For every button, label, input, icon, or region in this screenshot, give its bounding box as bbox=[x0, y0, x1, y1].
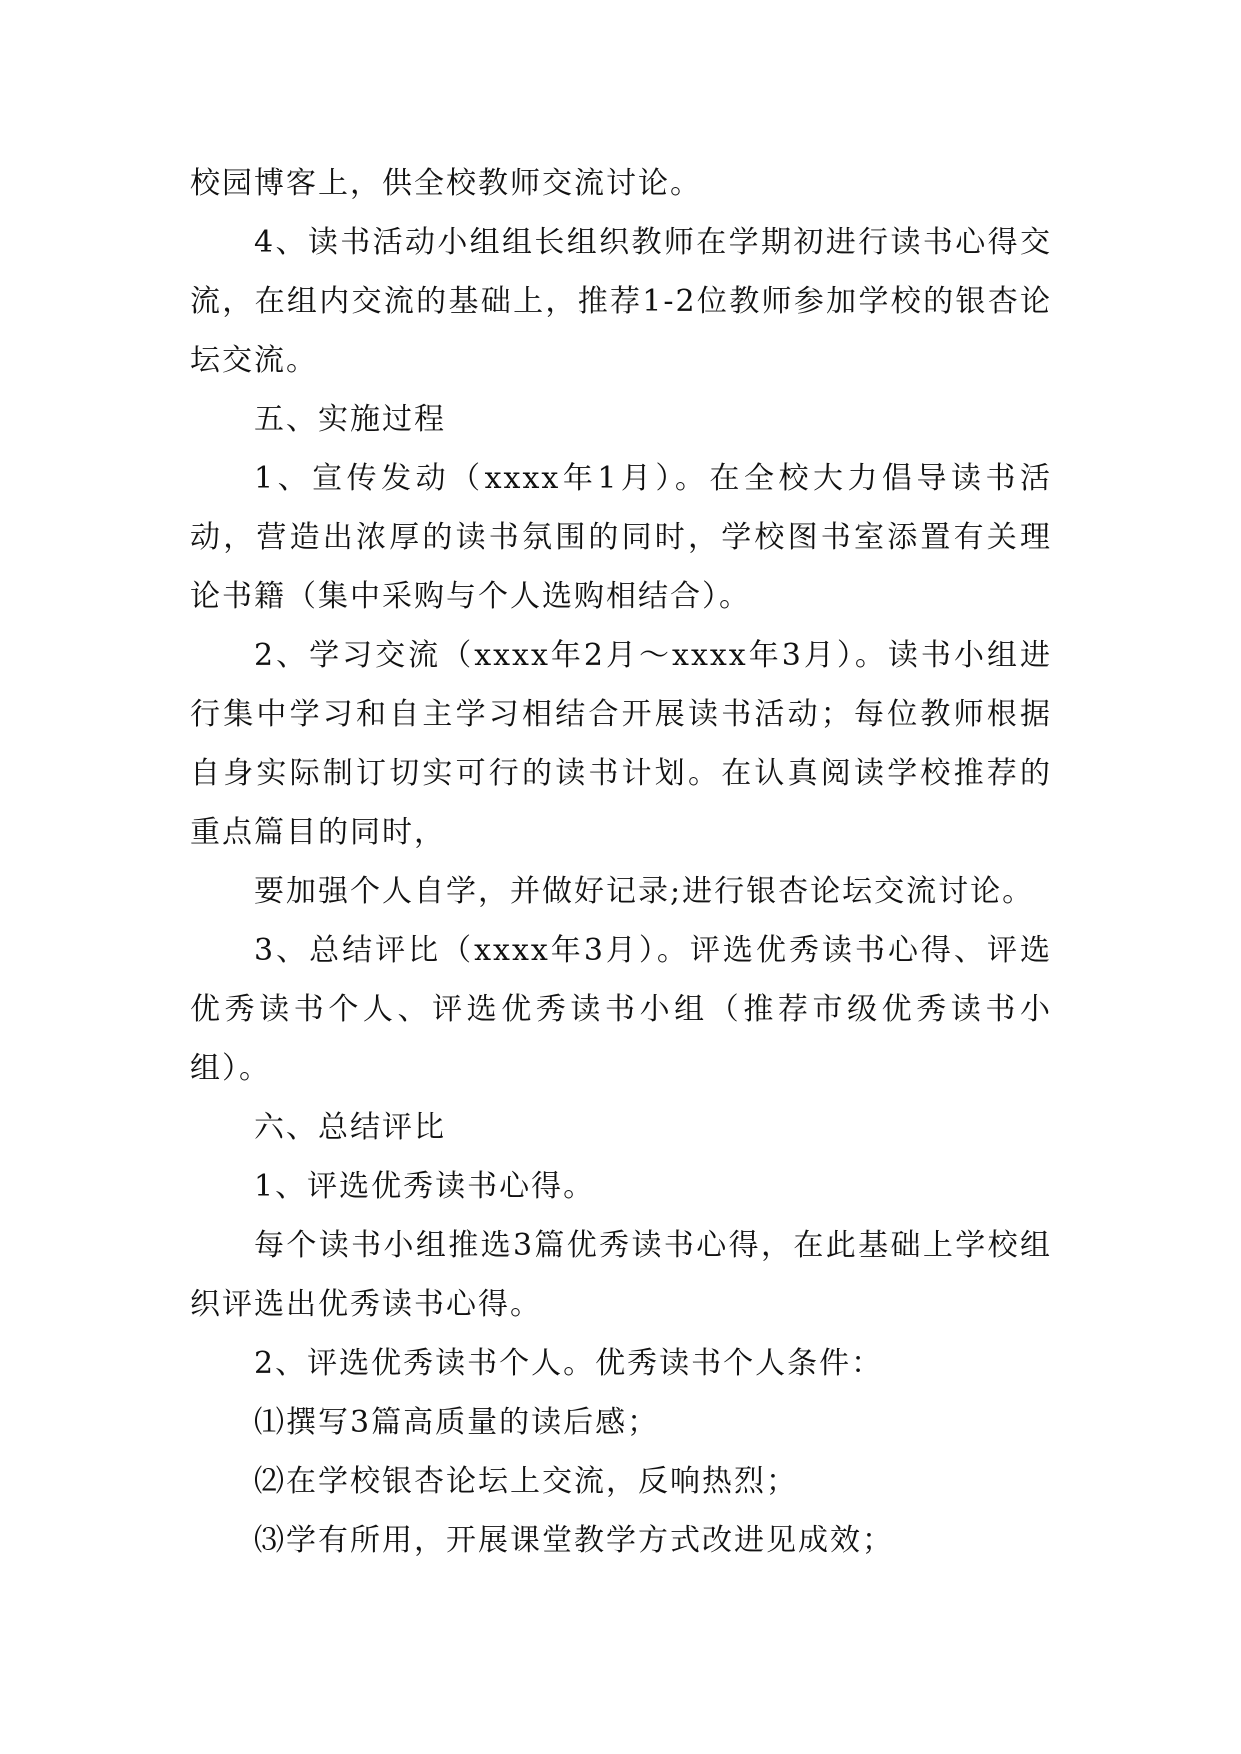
paragraph: 要加强个人自学，并做好记录;进行银杏论坛交流讨论。 bbox=[254, 874, 1035, 909]
paragraph: 1、宣传发动（xxxx年1月）。在全校大力倡导读书活动，营造出浓厚的读书氛围的同时，学校图书室添置有关理论书籍（集中采购与个人选购相结合）。 bbox=[190, 461, 1052, 614]
paragraph: 校园博客上，供全校教师交流讨论。 bbox=[190, 166, 702, 201]
paragraph: 每个读书小组推选3篇优秀读书心得，在此基础上学校组织评选出优秀读书心得。 bbox=[190, 1228, 1052, 1322]
paragraph: 4、读书活动小组组长组织教师在学期初进行读书心得交流，在组内交流的基础上，推荐1-2位教师参加学校的银杏论坛交流。 bbox=[190, 225, 1052, 378]
list-item: ⑶学有所用，开展课堂教学方式改进见成效； bbox=[254, 1523, 894, 1558]
paragraph: 1、评选优秀读书心得。 bbox=[254, 1169, 596, 1204]
paragraph: 2、评选优秀读书个人。优秀读书个人条件： bbox=[254, 1346, 884, 1381]
paragraph: 3、总结评比（xxxx年3月）。评选优秀读书心得、评选优秀读书个人、评选优秀读书小组（推荐市级优秀读书小组）。 bbox=[190, 933, 1052, 1086]
list-item: ⑵在学校银杏论坛上交流，反响热烈； bbox=[254, 1464, 798, 1499]
list-item: ⑴撰写3篇高质量的读后感； bbox=[254, 1405, 660, 1440]
section-heading: 五、实施过程 bbox=[254, 402, 446, 437]
section-heading: 六、总结评比 bbox=[254, 1110, 446, 1145]
document-body bbox=[190, 154, 1052, 1570]
paragraph: 2、学习交流（xxxx年2月～xxxx年3月）。读书小组进行集中学习和自主学习相结合开展读书活动；每位教师根据自身实际制订切实可行的读书计划。在认真阅读学校推荐的重点篇目的同时， bbox=[190, 638, 1052, 850]
